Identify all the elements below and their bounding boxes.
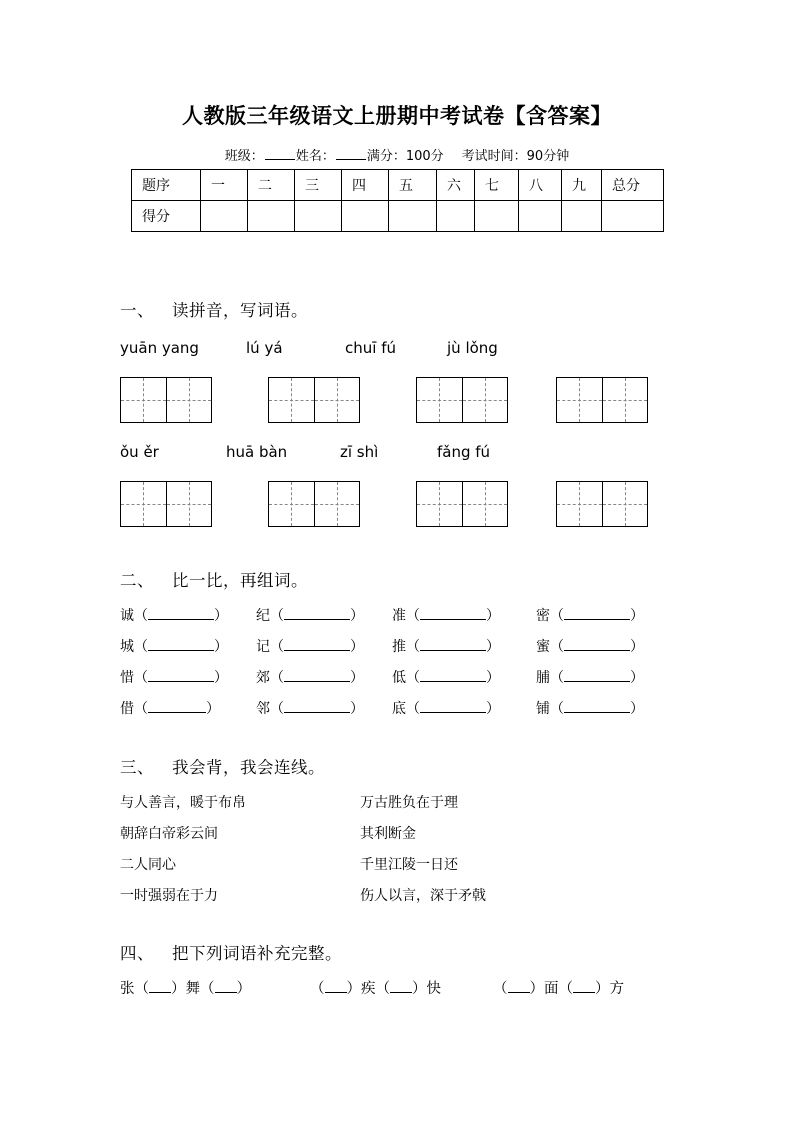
section4-heading bbox=[120, 940, 342, 964]
score-cell[interactable] bbox=[342, 201, 389, 232]
pinyin: jù lǒng bbox=[447, 339, 498, 357]
writing-grid[interactable] bbox=[120, 377, 212, 423]
score-header-cell: 六 bbox=[437, 170, 475, 201]
section3-heading bbox=[120, 754, 325, 778]
open-paren: （ bbox=[134, 670, 148, 686]
compare-char: 邻 bbox=[256, 701, 270, 717]
score-cell[interactable] bbox=[562, 201, 602, 232]
close-paren: ） bbox=[630, 701, 644, 717]
open-paren: （ bbox=[406, 701, 420, 717]
compare-item bbox=[256, 605, 364, 625]
open-paren: （ bbox=[270, 608, 284, 624]
compare-char: 底 bbox=[392, 701, 406, 717]
writing-grid[interactable] bbox=[416, 377, 508, 423]
close-paren: ） bbox=[486, 701, 500, 717]
score-row-label: 得分 bbox=[132, 201, 201, 232]
close-paren: ） bbox=[350, 701, 364, 717]
compare-item bbox=[392, 667, 500, 687]
idiom-char: 舞 bbox=[185, 981, 200, 997]
score-header-cell: 三 bbox=[295, 170, 342, 201]
fill-blank[interactable] bbox=[508, 980, 530, 993]
name-blank[interactable] bbox=[336, 147, 366, 160]
fill-blank[interactable] bbox=[420, 669, 486, 682]
writing-grid[interactable] bbox=[416, 481, 508, 527]
open-paren: （ bbox=[406, 639, 420, 655]
close-paren: ） bbox=[214, 670, 228, 686]
name-label: 姓名： bbox=[295, 149, 335, 164]
writing-grid[interactable] bbox=[268, 377, 360, 423]
section4-title: 把下列词语补充完整。 bbox=[172, 944, 342, 963]
fill-blank[interactable] bbox=[325, 980, 347, 993]
section3-title: 我会背，我会连线。 bbox=[172, 758, 325, 777]
idiom-fill-item bbox=[310, 977, 441, 998]
section1-number: 一、 bbox=[120, 301, 154, 320]
score-header-cell: 一 bbox=[201, 170, 248, 201]
fill-blank[interactable] bbox=[390, 980, 412, 993]
fill-blank[interactable] bbox=[148, 638, 214, 651]
fill-blank[interactable] bbox=[284, 669, 350, 682]
fill-blank[interactable] bbox=[149, 980, 171, 993]
pinyin: yuān yang bbox=[120, 339, 199, 357]
compare-char: 脯 bbox=[536, 670, 550, 686]
match-left-item[interactable]: 与人善言，暖于布帛 bbox=[120, 795, 246, 811]
open-paren: （ bbox=[270, 701, 284, 717]
score-cell[interactable] bbox=[475, 201, 519, 232]
open-paren: （ bbox=[550, 639, 564, 655]
score-header-cell: 总分 bbox=[602, 170, 664, 201]
open-paren: （ bbox=[558, 981, 573, 997]
writing-grid[interactable] bbox=[120, 481, 212, 527]
close-paren: ） bbox=[412, 981, 427, 997]
compare-char: 铺 bbox=[536, 701, 550, 717]
fill-blank[interactable] bbox=[148, 700, 206, 713]
match-right-item[interactable]: 万古胜负在于理 bbox=[360, 795, 458, 811]
close-paren: ） bbox=[595, 981, 610, 997]
match-right-item[interactable]: 伤人以言，深于矛戟 bbox=[360, 888, 486, 904]
writing-grid[interactable] bbox=[556, 377, 648, 423]
class-blank[interactable] bbox=[265, 147, 295, 160]
score-cell[interactable] bbox=[602, 201, 664, 232]
close-paren: ） bbox=[214, 639, 228, 655]
open-paren: （ bbox=[550, 701, 564, 717]
close-paren: ） bbox=[630, 670, 644, 686]
close-paren: ） bbox=[350, 639, 364, 655]
score-cell[interactable] bbox=[389, 201, 437, 232]
compare-char: 记 bbox=[256, 639, 270, 655]
score-header-cell: 二 bbox=[248, 170, 295, 201]
close-paren: ） bbox=[630, 608, 644, 624]
open-paren: （ bbox=[406, 670, 420, 686]
close-paren: ） bbox=[236, 981, 251, 997]
score-header-cell: 八 bbox=[519, 170, 562, 201]
section2-number: 二、 bbox=[120, 571, 154, 590]
section4-number: 四、 bbox=[120, 944, 154, 963]
idiom-fill-item bbox=[493, 977, 624, 998]
compare-item bbox=[392, 605, 500, 625]
section2-title: 比一比，再组词。 bbox=[172, 571, 308, 590]
score-cell[interactable] bbox=[248, 201, 295, 232]
fill-blank[interactable] bbox=[564, 638, 630, 651]
score-table-score-row bbox=[132, 201, 664, 232]
fill-blank[interactable] bbox=[564, 607, 630, 620]
close-paren: ） bbox=[486, 639, 500, 655]
close-paren: ） bbox=[529, 981, 544, 997]
open-paren: （ bbox=[134, 701, 148, 717]
writing-grid[interactable] bbox=[556, 481, 648, 527]
section3-number: 三、 bbox=[120, 758, 154, 777]
page-title: 人教版三年级语文上册期中考试卷【含答案】 bbox=[182, 103, 612, 128]
close-paren: ） bbox=[486, 670, 500, 686]
score-header-cell: 九 bbox=[562, 170, 602, 201]
score-cell[interactable] bbox=[295, 201, 342, 232]
idiom-char: 方 bbox=[609, 981, 624, 997]
pinyin: chuī fú bbox=[345, 339, 396, 357]
compare-item bbox=[536, 698, 644, 718]
open-paren: （ bbox=[310, 981, 325, 997]
open-paren: （ bbox=[134, 639, 148, 655]
fill-blank[interactable] bbox=[284, 638, 350, 651]
idiom-char: 面 bbox=[544, 981, 559, 997]
fill-blank[interactable] bbox=[284, 700, 350, 713]
open-paren: （ bbox=[200, 981, 215, 997]
compare-char: 纪 bbox=[256, 608, 270, 624]
fill-blank[interactable] bbox=[420, 638, 486, 651]
fill-blank[interactable] bbox=[564, 669, 630, 682]
compare-item bbox=[256, 698, 364, 718]
score-table-header-row bbox=[132, 170, 664, 201]
class-label: 班级： bbox=[224, 149, 264, 164]
match-right-item[interactable]: 其利断金 bbox=[360, 826, 416, 842]
match-left-item[interactable]: 一时强弱在于力 bbox=[120, 888, 218, 904]
open-paren: （ bbox=[406, 608, 420, 624]
close-paren: ） bbox=[630, 639, 644, 655]
close-paren: ） bbox=[214, 608, 228, 624]
score-header-cell: 七 bbox=[475, 170, 519, 201]
open-paren: （ bbox=[550, 608, 564, 624]
score-header-cell: 四 bbox=[342, 170, 389, 201]
open-paren: （ bbox=[493, 981, 508, 997]
section1-heading bbox=[120, 297, 308, 321]
compare-item bbox=[120, 698, 220, 718]
match-right-item[interactable]: 千里江陵一日还 bbox=[360, 857, 458, 873]
compare-char: 惜 bbox=[120, 670, 134, 686]
pinyin: huā bàn bbox=[226, 443, 288, 461]
compare-item bbox=[120, 667, 228, 687]
fill-blank[interactable] bbox=[284, 607, 350, 620]
compare-item bbox=[536, 667, 644, 687]
pinyin: zī shì bbox=[340, 443, 379, 461]
compare-char: 准 bbox=[392, 608, 406, 624]
writing-grid[interactable] bbox=[268, 481, 360, 527]
compare-char: 借 bbox=[120, 701, 134, 717]
score-header-cell: 题序 bbox=[132, 170, 201, 201]
close-paren: ） bbox=[350, 608, 364, 624]
close-paren: ） bbox=[171, 981, 186, 997]
compare-item bbox=[536, 605, 644, 625]
compare-char: 低 bbox=[392, 670, 406, 686]
pinyin: lú yá bbox=[246, 339, 283, 357]
fill-blank[interactable] bbox=[148, 669, 214, 682]
fill-blank[interactable] bbox=[573, 980, 595, 993]
close-paren: ） bbox=[350, 670, 364, 686]
compare-char: 蜜 bbox=[536, 639, 550, 655]
compare-item bbox=[256, 636, 364, 656]
pinyin: fǎng fú bbox=[437, 443, 491, 461]
compare-char: 推 bbox=[392, 639, 406, 655]
compare-item bbox=[256, 667, 364, 687]
open-paren: （ bbox=[270, 670, 284, 686]
score-cell[interactable] bbox=[201, 201, 248, 232]
fill-blank[interactable] bbox=[215, 980, 237, 993]
fill-blank[interactable] bbox=[564, 700, 630, 713]
section1-title: 读拼音，写词语。 bbox=[172, 301, 308, 320]
compare-item bbox=[120, 636, 228, 656]
section2-heading bbox=[120, 567, 308, 591]
open-paren: （ bbox=[550, 670, 564, 686]
idiom-char: 疾 bbox=[361, 981, 376, 997]
idiom-char: 张 bbox=[120, 981, 135, 997]
fill-blank[interactable] bbox=[420, 700, 486, 713]
score-cell[interactable] bbox=[437, 201, 475, 232]
compare-char: 郊 bbox=[256, 670, 270, 686]
idiom-fill-item bbox=[120, 977, 251, 998]
score-table bbox=[131, 169, 664, 232]
fill-blank[interactable] bbox=[420, 607, 486, 620]
compare-char: 诚 bbox=[120, 608, 134, 624]
match-left-item[interactable]: 朝辞白帝彩云间 bbox=[120, 826, 218, 842]
compare-item bbox=[392, 636, 500, 656]
score-cell[interactable] bbox=[519, 201, 562, 232]
match-left-item[interactable]: 二人同心 bbox=[120, 857, 176, 873]
fill-blank[interactable] bbox=[148, 607, 214, 620]
compare-item bbox=[120, 605, 228, 625]
exam-info-line bbox=[0, 145, 794, 164]
open-paren: （ bbox=[270, 639, 284, 655]
full-score: 满分：100分 bbox=[366, 149, 444, 164]
pinyin: ǒu ěr bbox=[120, 443, 159, 461]
open-paren: （ bbox=[375, 981, 390, 997]
exam-time: 考试时间：90分钟 bbox=[461, 149, 570, 164]
idiom-char: 快 bbox=[426, 981, 441, 997]
open-paren: （ bbox=[134, 981, 149, 997]
compare-char: 密 bbox=[536, 608, 550, 624]
open-paren: （ bbox=[134, 608, 148, 624]
score-header-cell: 五 bbox=[389, 170, 437, 201]
close-paren: ） bbox=[486, 608, 500, 624]
close-paren: ） bbox=[206, 701, 220, 717]
compare-item bbox=[392, 698, 500, 718]
compare-char: 城 bbox=[120, 639, 134, 655]
compare-item bbox=[536, 636, 644, 656]
close-paren: ） bbox=[346, 981, 361, 997]
